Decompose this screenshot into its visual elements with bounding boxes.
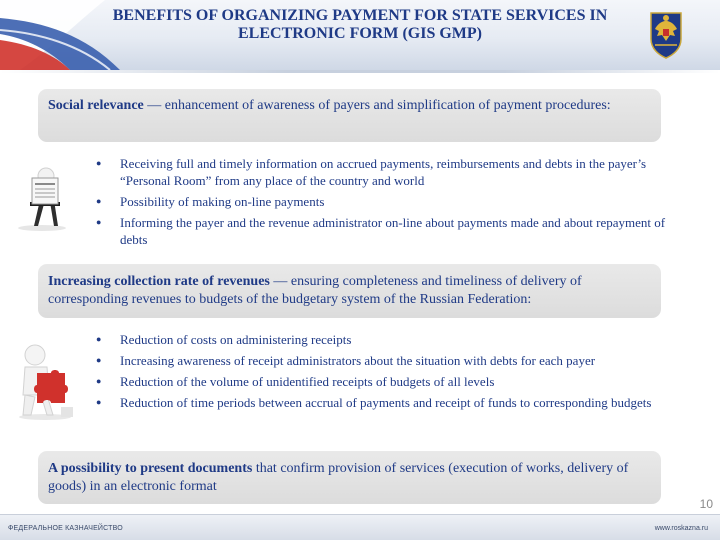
title-line-1: BENEFITS OF ORGANIZING PAYMENT FOR STATE SERVICES IN xyxy=(112,7,608,24)
section-1-list xyxy=(96,155,686,252)
header-divider xyxy=(0,70,720,73)
list-item: ● Receiving full and timely information on accrued payments, reimbursements and debts in the payer’s “Personal Room” from any place of the country and world xyxy=(96,155,686,189)
person-holding-puzzle-piece-icon xyxy=(7,337,83,422)
section-collection-rate xyxy=(38,264,661,318)
section-2-list xyxy=(96,331,686,415)
section-1-text: — enhancement of awareness of payers and simplification of payment procedures: xyxy=(143,98,611,113)
section-electronic-documents xyxy=(38,451,661,504)
page-number: 10 xyxy=(699,497,713,511)
list-item: ● Reduction of time periods between accrual of payments and receipt of funds to corresponding budgets xyxy=(96,394,686,411)
section-social-relevance xyxy=(38,89,661,142)
person-reading-newspaper-icon xyxy=(0,160,86,234)
russian-eagle-emblem-icon xyxy=(643,9,689,59)
list-item: ● Increasing awareness of receipt administrators about the situation with debts for each payer xyxy=(96,352,686,369)
list-item: ● Possibility of making on-line payments xyxy=(96,193,686,210)
section-1-lead: Social relevance xyxy=(48,98,144,113)
section-2-lead: Increasing collection rate of revenues xyxy=(48,274,270,289)
slide-header xyxy=(0,0,720,70)
section-3-text: that confirm provision of services (execution of works, delivery of goods) in an electronic format xyxy=(48,461,629,494)
slide-footer xyxy=(0,514,720,540)
section-3-lead: A possibility to present documents xyxy=(48,461,253,476)
list-item: ● Reduction of costs on administering receipts xyxy=(96,331,686,348)
section-2-text: — ensuring completeness and timeliness of delivery of corresponding revenues to budgets of the budgetary system of the Russian Federation: xyxy=(48,274,582,307)
footer-org: ФЕДЕРАЛЬНОЕ КАЗНАЧЕЙСТВО xyxy=(8,525,123,532)
footer-url: www.roskazna.ru xyxy=(654,525,708,532)
title-line-2: ELECTRONIC FORM (GIS GMP) xyxy=(238,25,482,42)
list-item: ● Informing the payer and the revenue administrator on-line about payments made and about repayment of debts xyxy=(96,214,686,248)
list-item: ● Reduction of the volume of unidentified receipts of budgets of all levels xyxy=(96,373,686,390)
page-title xyxy=(60,7,660,43)
